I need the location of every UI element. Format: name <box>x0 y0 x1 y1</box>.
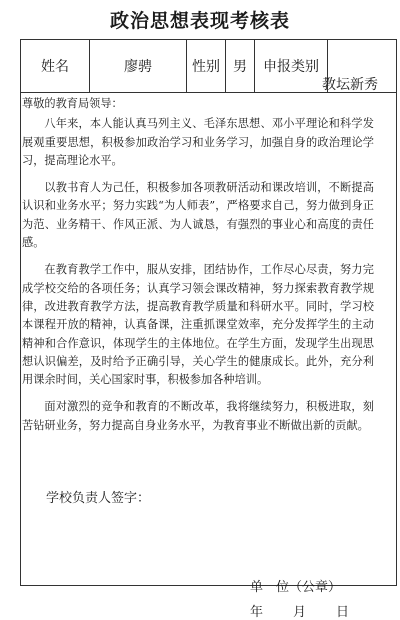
gender-label: 性别 <box>187 40 226 92</box>
unit-seal-label: 单 位（公章） <box>250 580 342 595</box>
category-label: 申报类别 <box>255 40 328 92</box>
header-row <box>21 40 396 93</box>
year-label: 年 <box>250 605 264 620</box>
name-value: 廖骋 <box>90 40 187 92</box>
category-value: 教坛新秀 <box>322 77 378 93</box>
paragraph-4: 面对激烈的竞争和教育的不断改革，我将继续努力，积极进取，刻苦钻研业务，努力提高自身业务水平，为教育事业不断做出新的贡献。 <box>22 400 374 432</box>
paragraph-2: 以教书育人为己任，积极参加各项教研活动和课改培训，不断提高认识和业务水平；努力实践“为人师表”，严格要求自己，努力做到身正为范、业务精干、作风正派、为人诚恳，有强烈的事业心和高度的责任感。 <box>22 181 374 250</box>
month-label: 月 <box>293 605 307 620</box>
day-label: 日 <box>336 605 350 620</box>
date-line <box>250 601 349 620</box>
statement-body <box>22 95 374 435</box>
assessment-form <box>20 39 397 620</box>
gender-value: 男 <box>226 40 255 92</box>
greeting: 尊敬的教育局领导： <box>22 97 123 110</box>
page-title: 政治思想表现考核表 <box>109 10 290 32</box>
category-value-cell <box>322 40 396 93</box>
principal-signature-label: 学校负责人签字： <box>46 491 151 506</box>
paragraph-3: 在教育教学工作中，服从安排，团结协作，工作尽心尽责，努力完成学校交给的各项任务；认真学习领会课改精神，努力探索教育教学规律，改进教育教学方法，提高教育教学质量和科研水平。同时，学习校本课程开放的精神，认真备课，注重抓课堂效率，充分发挥学生的主动精神和合作意识，体现学生的主体地位。在学生方面，发现学生出现思想认识偏差，及时给予正确引导，关心学生的健康成长。此外，充分利用课余时间，关心国家时事，积极参加各种培训。 <box>22 263 374 387</box>
name-label: 姓名 <box>21 40 90 92</box>
paragraph-1: 八年来，本人能认真马列主义、毛泽东思想、邓小平理论和科学发展观重要思想，积极参加政治学习和业务学习，加强自身的政治理论学习，提高理论水平。 <box>22 117 374 167</box>
